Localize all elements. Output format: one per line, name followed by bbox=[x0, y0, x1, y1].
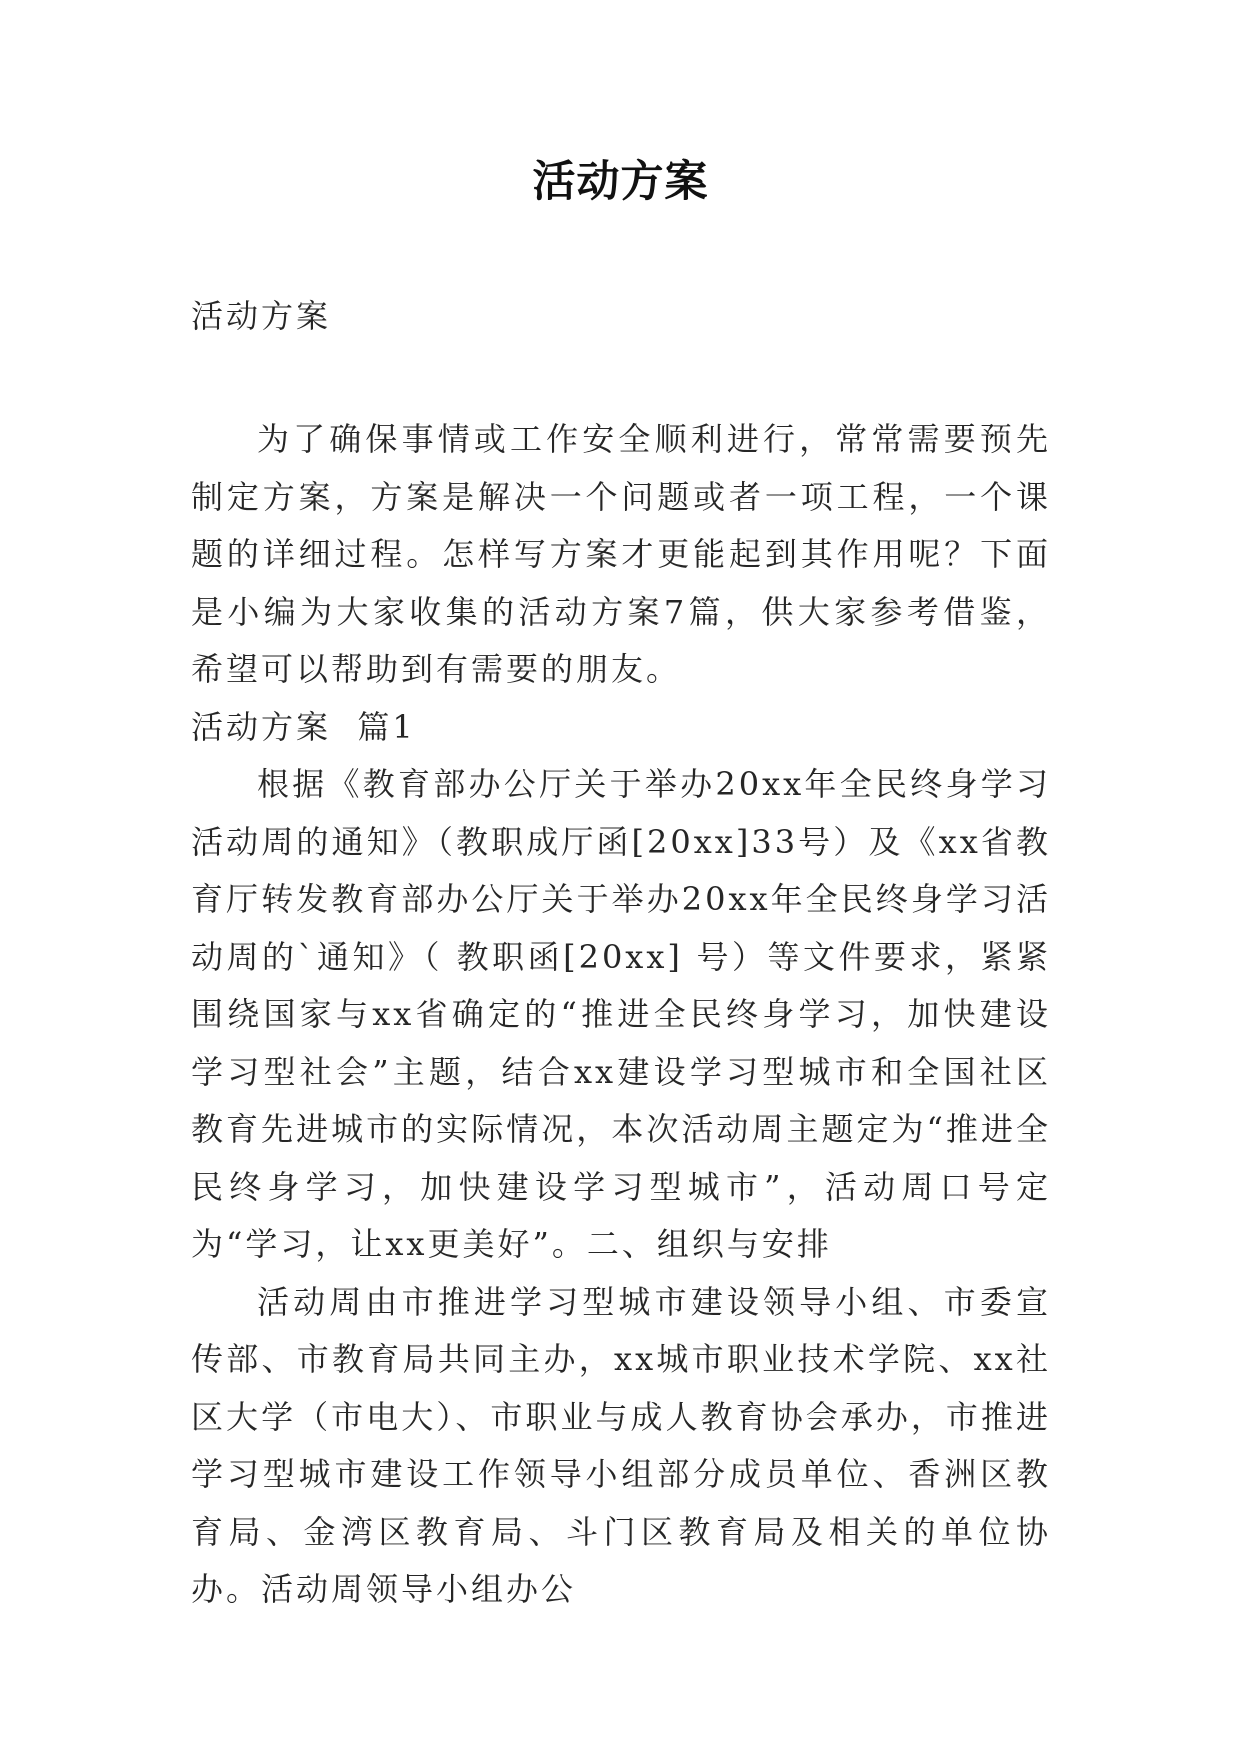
document-title: 活动方案 bbox=[532, 157, 709, 207]
intro-paragraph: 为了确保事情或工作安全顺利进行，常常需要预先制定方案，方案是解决一个问题或者一项工程，一个课题的详细过程。怎样写方案才更能起到其作用呢？下面是小编为大家收集的活动方案7篇，供大家参考借鉴，希望可以帮助到有需要的朋友。 bbox=[191, 420, 1051, 688]
body-paragraph: 活动周由市推进学习型城市建设领导小组、市委宣传部、市教育局共同主办，xx城市职业技术学院、xx社区大学（市电大）、市职业与成人教育协会承办，市推进学习型城市建设工作领导小组部分成员单位、香洲区教育局、金湾区教育局、斗门区教育局及相关的单位协办。活动周领导小组办公 bbox=[191, 1282, 1051, 1608]
document-subtitle: 活动方案 bbox=[191, 297, 332, 335]
document-body bbox=[191, 411, 1051, 1619]
body-paragraph: 根据《教育部办公厅关于举办20xx年全民终身学习活动周的通知》（教职成厅函[20xx]33号）及《xx省教育厅转发教育部办公厅关于举办20xx年全民终身学习活动周的`通知》（ 教职函[20xx] 号）等文件要求，紧紧围绕国家与xx省确定的“推进全民终身学习，加快建设学习型社会”主题，结合xx建设学习型城市和全国社区教育先进城市的实际情况，本次活动周主题定为“推进全民终身学习，加快建设学习型城市”，活动周口号定为“学习，让xx更美好”。二、组织与安排 bbox=[191, 765, 1051, 1263]
section-heading: 活动方案 篇1 bbox=[191, 707, 416, 746]
